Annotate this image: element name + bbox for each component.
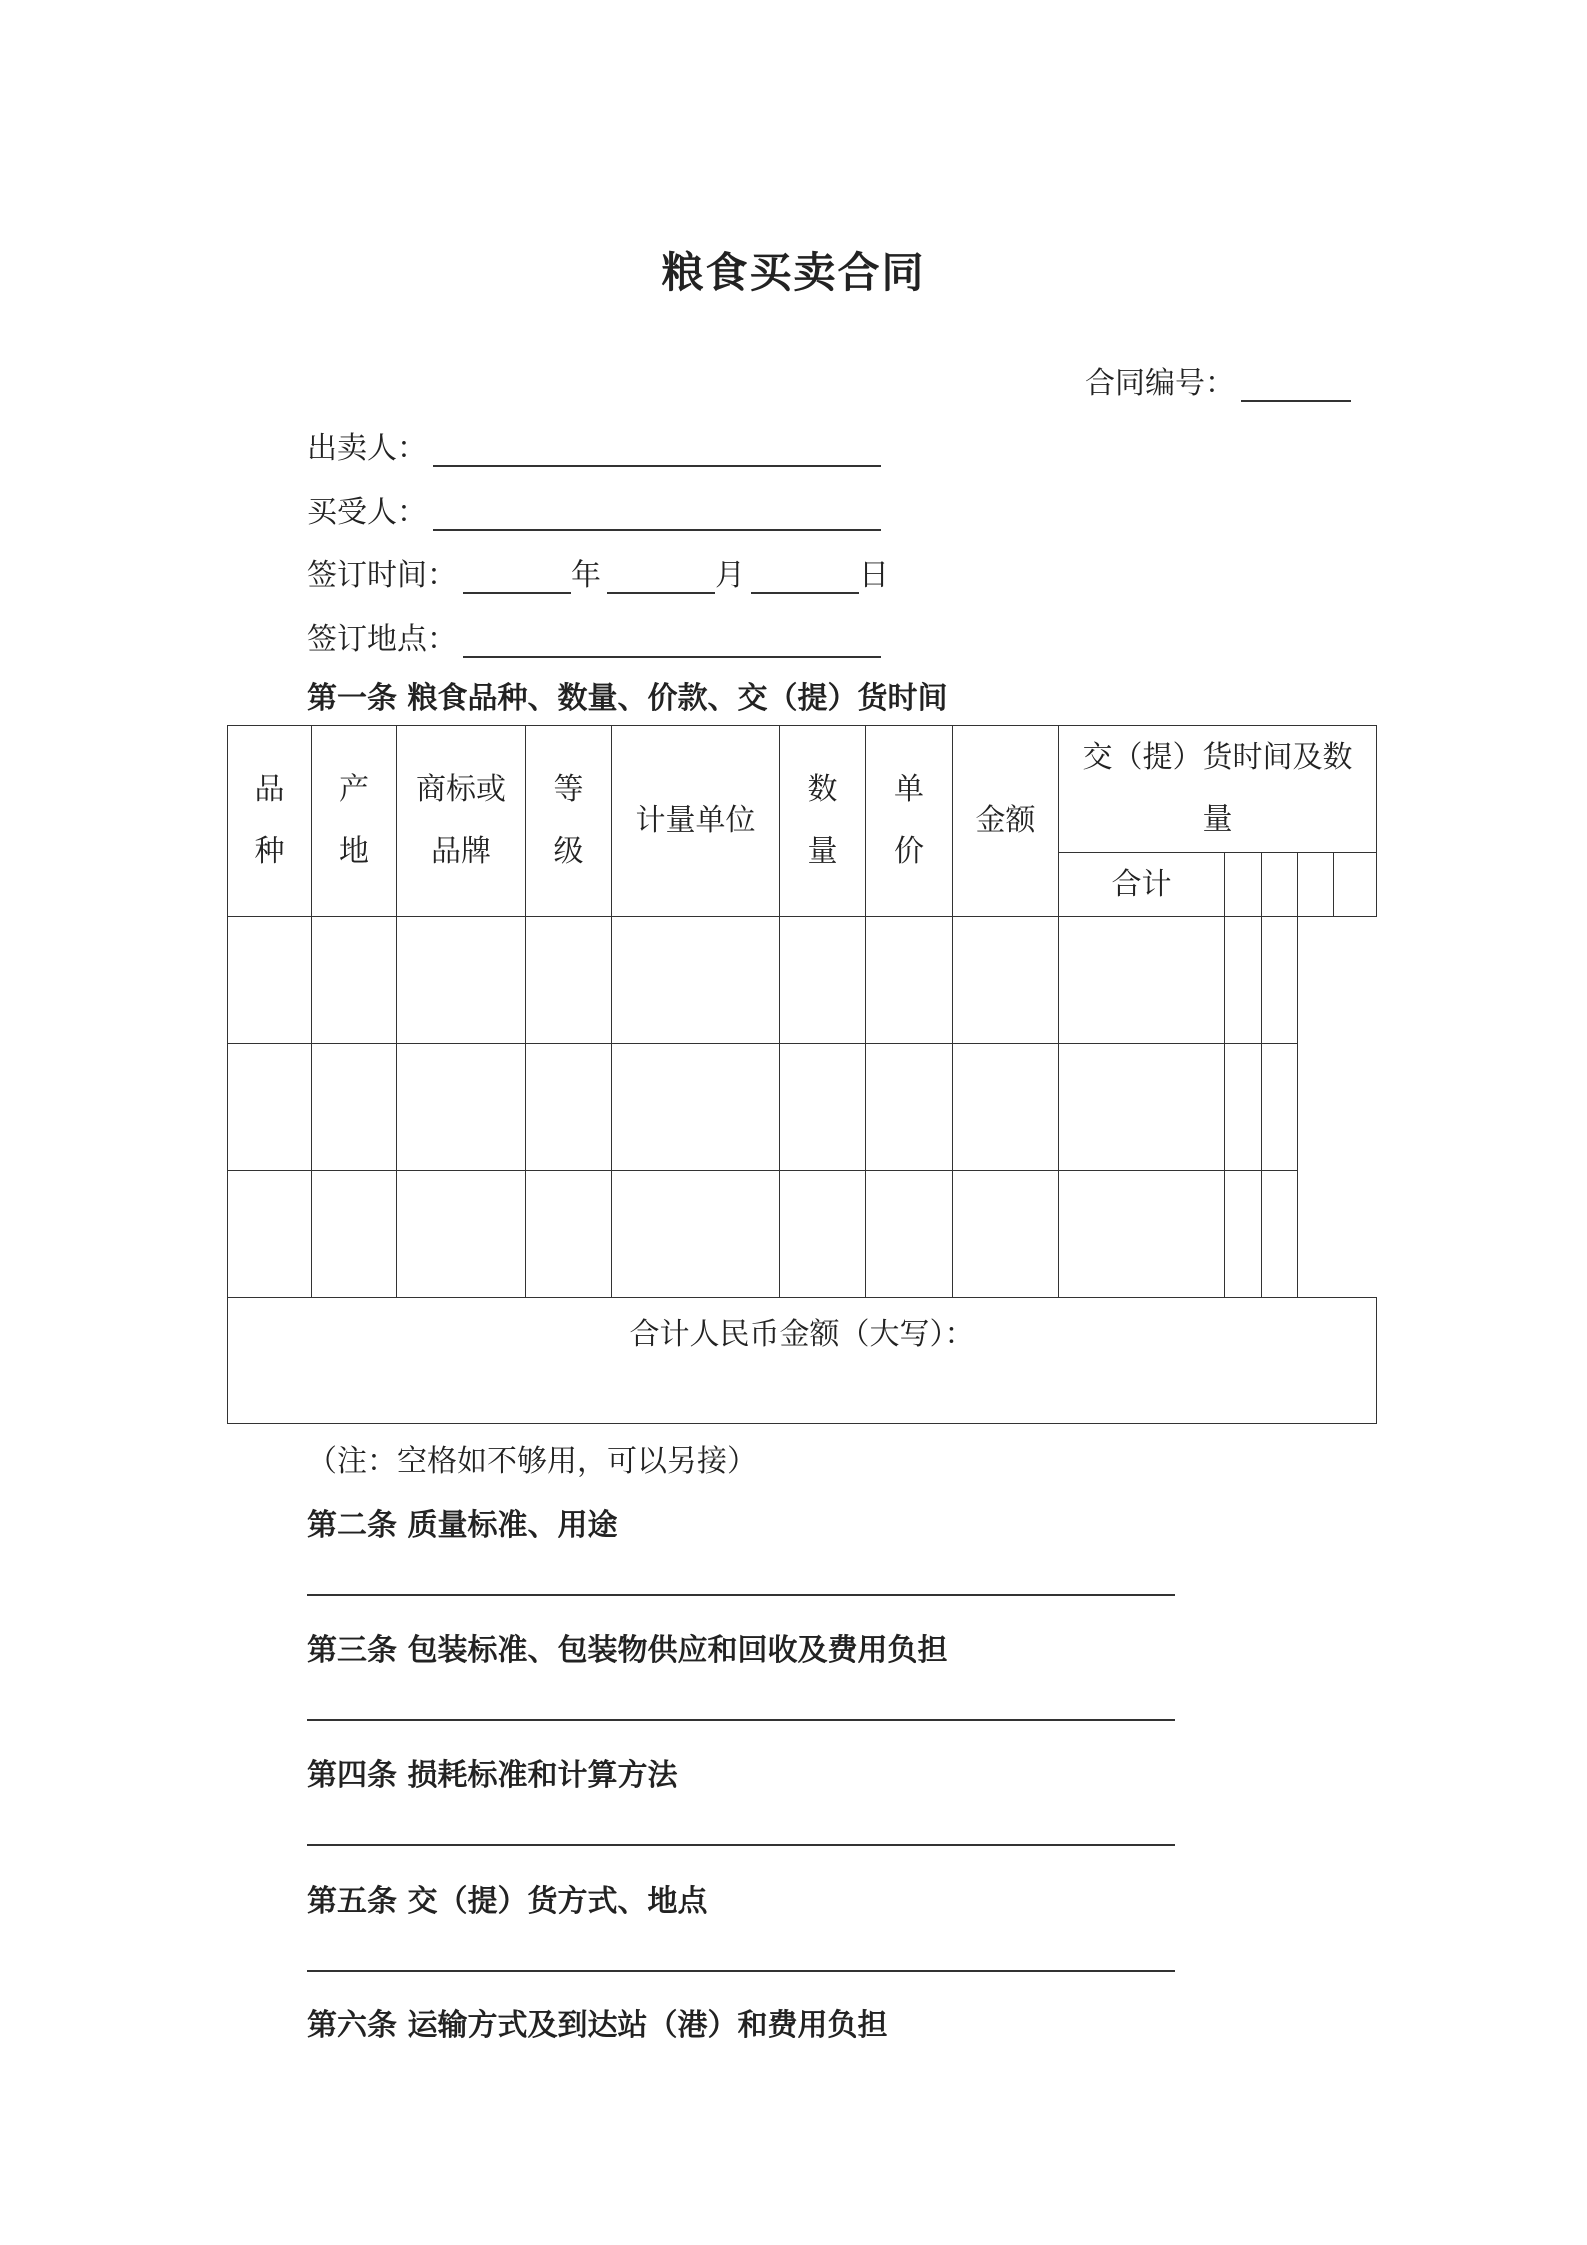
table-cell[interactable] [866,1044,953,1171]
table-cell[interactable] [526,917,612,1044]
table-cell[interactable] [397,917,526,1044]
header-grade: 等 级 [526,726,612,917]
section-3-blank-line[interactable] [307,1719,1175,1721]
header-amount: 金额 [953,726,1059,917]
goods-table [227,725,1377,1424]
table-cell[interactable] [866,1171,953,1298]
table-cell[interactable] [1262,1044,1298,1171]
total-rmb-cell[interactable]: 合计人民币金额（大写）： [228,1298,1377,1424]
section-2-blank-line[interactable] [307,1594,1175,1596]
sign-place-label: 签订地点： [307,622,457,657]
header-delivery-blank [1334,853,1377,917]
table-cell[interactable] [1059,917,1225,1044]
table-cell[interactable] [953,917,1059,1044]
table-cell[interactable] [780,1044,866,1171]
sign-date-label: 签订时间： [307,558,457,593]
table-cell[interactable] [780,917,866,1044]
table-total-row [228,1298,1377,1424]
buyer-label: 买受人： [307,495,427,530]
section-4-blank-line[interactable] [307,1844,1175,1846]
header-delivery-blank [1298,853,1334,917]
table-cell[interactable] [866,917,953,1044]
table-cell[interactable] [612,917,780,1044]
header-unit-price: 单 价 [866,726,953,917]
year-label: 年 [571,558,601,593]
table-cell[interactable] [228,917,312,1044]
section-5-blank-line[interactable] [307,1970,1175,1972]
table-cell[interactable] [780,1171,866,1298]
table-header-row [228,726,1377,853]
document-title: 粮食买卖合同 [661,248,926,297]
month-label: 月 [715,558,745,593]
buyer-field [307,487,881,531]
seller-label: 出卖人： [307,431,427,466]
sign-day-blank[interactable] [751,562,859,594]
table-cell[interactable] [397,1044,526,1171]
header-origin: 产 地 [312,726,397,917]
table-cell[interactable] [1262,917,1298,1044]
table-cell[interactable] [228,1044,312,1171]
table-cell[interactable] [1225,1171,1262,1298]
table-cell[interactable] [953,1044,1059,1171]
table-cell[interactable] [612,1044,780,1171]
section-4-heading: 第四条 损耗标准和计算方法 [307,1758,678,1793]
table-cell[interactable] [397,1171,526,1298]
section-3-heading: 第三条 包装标准、包装物供应和回收及费用负担 [307,1633,948,1668]
header-delivery-blank [1262,853,1298,917]
contract-number-label: 合同编号： [1085,366,1235,401]
table-cell[interactable] [526,1044,612,1171]
header-delivery-blank [1225,853,1262,917]
sign-place-blank[interactable] [463,626,881,658]
table-cell[interactable] [1059,1044,1225,1171]
table-row [228,1044,1377,1171]
header-delivery: 交（提）货时间及数 量 [1059,726,1377,853]
table-row [228,1171,1377,1298]
seller-blank[interactable] [433,435,881,467]
header-brand: 商标或 品牌 [397,726,526,917]
buyer-blank[interactable] [433,499,881,531]
table-cell[interactable] [312,917,397,1044]
table-cell[interactable] [1059,1171,1225,1298]
table-cell[interactable] [228,1171,312,1298]
sign-date-field [307,550,889,594]
table-cell[interactable] [1225,1044,1262,1171]
header-quantity: 数 量 [780,726,866,917]
contract-number-field [1085,358,1351,402]
section-1-heading: 第一条 粮食品种、数量、价款、交（提）货时间 [307,681,948,716]
table-cell[interactable] [312,1171,397,1298]
section-2-heading: 第二条 质量标准、用途 [307,1508,618,1543]
table-note: （注：空格如不够用，可以另接） [307,1444,757,1479]
header-variety: 品 种 [228,726,312,917]
day-label: 日 [859,558,889,593]
sign-year-blank[interactable] [463,562,571,594]
section-6-heading: 第六条 运输方式及到达站（港）和费用负担 [307,2008,888,2043]
table-row [228,917,1377,1044]
header-total: 合计 [1059,853,1225,917]
table-cell[interactable] [1262,1171,1298,1298]
table-cell[interactable] [526,1171,612,1298]
table-cell[interactable] [612,1171,780,1298]
table-cell[interactable] [1225,917,1262,1044]
section-5-heading: 第五条 交（提）货方式、地点 [307,1884,708,1919]
seller-field [307,423,881,467]
header-unit: 计量单位 [612,726,780,917]
contract-number-blank[interactable] [1241,370,1351,402]
sign-place-field [307,614,881,658]
table-cell[interactable] [312,1044,397,1171]
table-cell[interactable] [953,1171,1059,1298]
sign-month-blank[interactable] [607,562,715,594]
